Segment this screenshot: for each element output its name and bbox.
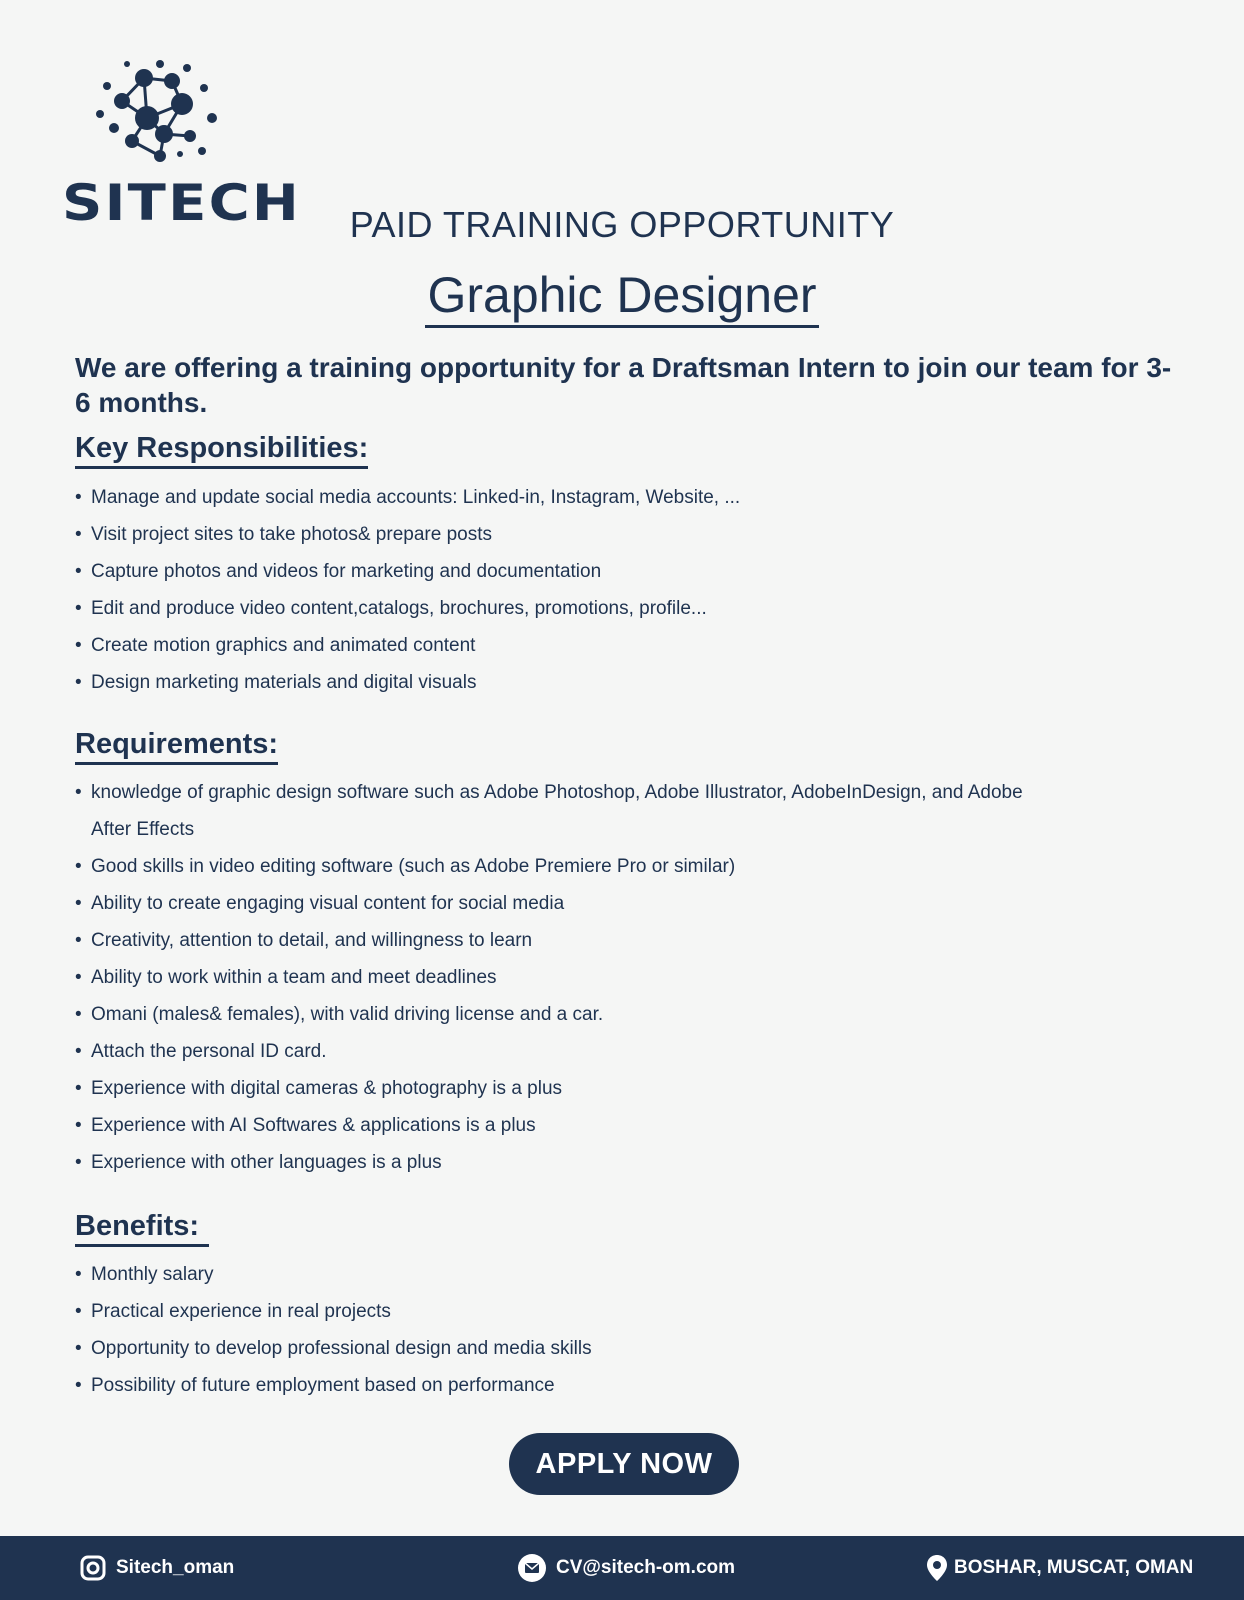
list-item: • Omani (males& females), with valid driving license and a car. [75,996,1035,1033]
list-item: • Experience with AI Softwares & applications is a plus [75,1107,1035,1144]
list-item: • Attach the personal ID card. [75,1033,1035,1070]
requirements-list [75,774,1035,1181]
apply-now-button[interactable]: APPLY NOW [509,1433,739,1495]
list-item: • Ability to create engaging visual content for social media [75,885,1035,922]
role-title: Graphic Designer [425,268,818,328]
list-item: • Capture photos and videos for marketing and documentation [75,553,1175,590]
instagram-handle: Sitech_oman [116,1557,235,1578]
role-title-wrap [0,268,1244,328]
location-pin-icon [926,1554,948,1582]
list-item: • Monthly salary [75,1256,1175,1293]
list-item: • Possibility of future employment based on performance [75,1367,1175,1404]
responsibilities-list [75,479,1175,701]
responsibilities-heading: Key Responsibilities: [75,432,368,469]
footer-location [926,1536,1193,1600]
list-item: • Opportunity to develop professional design and media skills [75,1330,1175,1367]
list-item: • Experience with other languages is a plus [75,1144,1035,1181]
footer-email[interactable] [518,1536,735,1600]
instagram-icon [80,1555,106,1581]
list-item: • Create motion graphics and animated content [75,627,1175,664]
benefits-heading: Benefits: [75,1210,209,1247]
company-wordmark: SITECH [62,174,302,232]
list-item: • Experience with digital cameras & photography is a plus [75,1070,1035,1107]
benefits-list [75,1256,1175,1404]
list-item: • Good skills in video editing software (such as Adobe Premiere Pro or similar) [75,848,1035,885]
intro-text: We are offering a training opportunity for a Draftsman Intern to join our team for 3-6 months. [75,352,1172,418]
list-item: • Visit project sites to take photos& prepare posts [75,516,1175,553]
footer-bar [0,1536,1244,1600]
list-item: • Edit and produce video content,catalogs, brochures, promotions, profile... [75,590,1175,627]
mail-icon [518,1554,546,1582]
list-item: • Design marketing materials and digital visuals [75,664,1175,701]
network-globe-icon [92,56,217,166]
footer-instagram[interactable] [80,1536,234,1600]
list-item: • Practical experience in real projects [75,1293,1175,1330]
list-item: • Creativity, attention to detail, and willingness to learn [75,922,1035,959]
list-item: • Ability to work within a team and meet deadlines [75,959,1035,996]
list-item: • Manage and update social media accounts: Linked-in, Instagram, Website, ... [75,479,1175,516]
email-address: CV@sitech-om.com [556,1557,736,1578]
page-kicker: PAID TRAINING OPPORTUNITY [349,204,895,245]
requirements-heading: Requirements: [75,728,278,765]
list-item: • knowledge of graphic design software such as Adobe Photoshop, Adobe Illustrator, AdobeInDesign, and Adobe After Effects [75,774,1035,848]
location-text: BOSHAR, MUSCAT, OMAN [954,1557,1194,1578]
